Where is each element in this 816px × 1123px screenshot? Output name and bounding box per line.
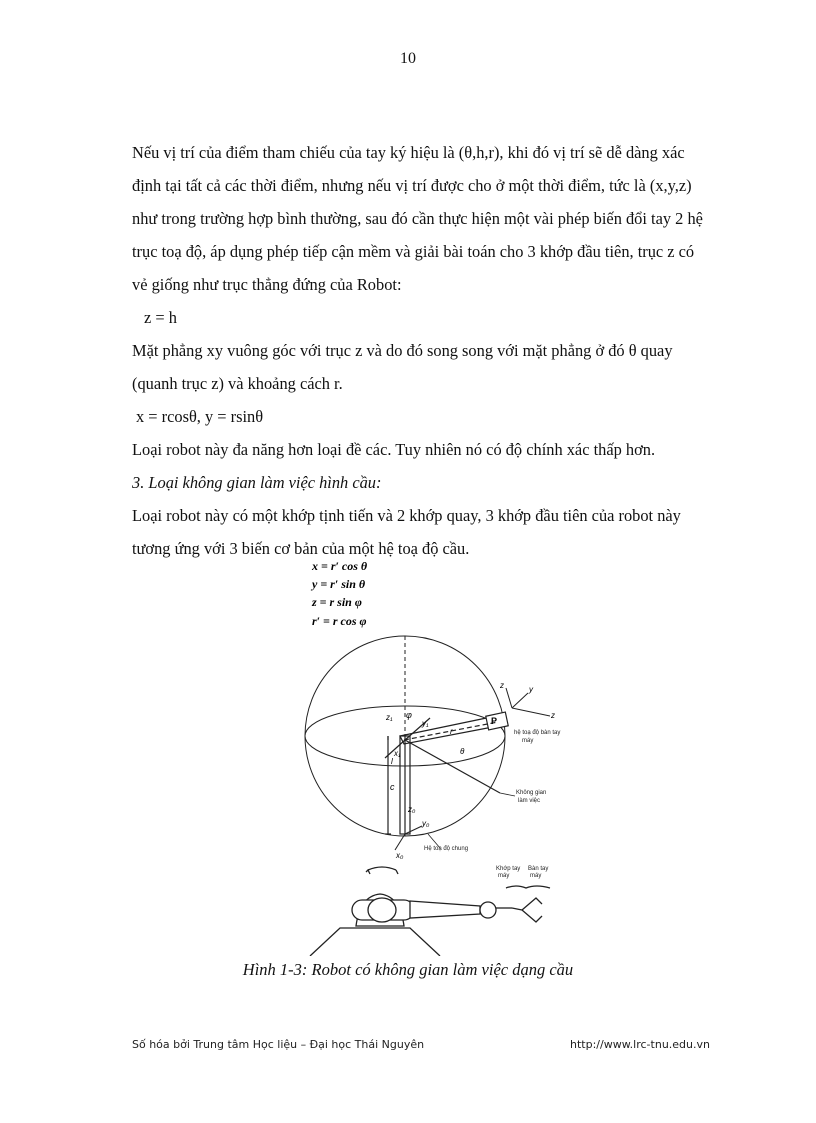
text-line: như trong trường hợp bình thường, sau đó cần thực hiện một vài phép biến đổi tay 2 hệ	[132, 209, 703, 228]
phi-label: φ	[406, 710, 412, 720]
robot-sketch	[310, 867, 550, 956]
axis-label: z₀	[408, 805, 416, 814]
axis-label: y	[529, 685, 533, 694]
workspace-label: làm việc	[518, 798, 541, 804]
figure-equation: r′ = r cos φ	[312, 614, 367, 628]
axis-label: z₁	[386, 713, 393, 722]
common-frame-label: Hệ toạ độ chung	[424, 846, 469, 852]
l-label: l	[391, 757, 393, 766]
theta-label: θ	[460, 747, 465, 756]
figure-equation: x = r′ cos θ	[312, 559, 368, 573]
section-heading: 3. Loại không gian làm việc hình cầu:	[132, 473, 382, 492]
figure-equation: z = r sin φ	[312, 595, 362, 609]
text-line: Nếu vị trí của điểm tham chiếu của tay ký hiệu là (θ,h,r), khi đó vị trí sẽ dễ dàng xác	[132, 143, 685, 162]
joint-label: Khớp tay	[496, 866, 521, 872]
spherical-robot-diagram	[300, 558, 576, 956]
joint-label: máy	[498, 873, 510, 879]
text-line: trục toạ độ, áp dụng phép tiếp cận mềm và giải bài toán cho 3 khớp đầu tiên, trục z có	[132, 242, 695, 261]
hand-frame-label: hệ toạ độ bàn tay	[514, 730, 561, 736]
page-number: 10	[400, 50, 416, 67]
c-label: c	[390, 782, 395, 792]
robot-figure	[300, 558, 576, 956]
footer-left: Số hóa bởi Trung tâm Học liệu – Đại học Thái Nguyên	[132, 1038, 425, 1051]
axis-label: y₀	[422, 819, 430, 828]
workspace-label: Không gian	[516, 790, 547, 796]
leader-lines	[428, 793, 515, 848]
text-line: Loại robot này có một khớp tịnh tiến và 2 khớp quay, 3 khớp đầu tiên của robot này	[132, 506, 681, 525]
text-line: Loại robot này đa năng hơn loại đề các. Tuy nhiên nó có độ chính xác thấp hơn.	[132, 440, 656, 459]
text-line: vẻ giống như trục thẳng đứng của Robot:	[132, 275, 402, 294]
hand-label: máy	[530, 873, 542, 879]
figure-caption: Hình 1-3: Robot có không gian làm việc dạng cầu	[242, 960, 574, 979]
r-label: r	[450, 727, 453, 736]
axis-label: y₁	[422, 719, 429, 728]
equation-z: z = h	[144, 308, 177, 327]
equation-xy: x = rcosθ, y = rsinθ	[136, 407, 264, 426]
text-line: tương ứng với 3 biến cơ bản của một hệ toạ độ cầu.	[132, 539, 470, 558]
hand-frame-label: máy	[522, 738, 534, 744]
body-text	[132, 136, 742, 565]
hand-label: Bàn tay	[528, 866, 549, 872]
figure-equation: y = r′ sin θ	[312, 577, 366, 591]
axis-label: x₀	[396, 851, 404, 860]
text-line: Mặt phẳng xy vuông góc với trục z và do đó song song với mặt phẳng ở đó θ quay	[132, 341, 673, 360]
hand-frame-axes	[506, 688, 550, 716]
point-p-label: P	[491, 716, 498, 726]
axis-label: z	[500, 681, 504, 690]
text-line: định tại tất cả các thời điểm, nhưng nếu vị trí được cho ở một thời điểm, tức là (x,y,z)	[132, 176, 692, 195]
axis-label: x₁	[394, 749, 401, 758]
footer-link[interactable]: http://www.lrc-tnu.edu.vn	[570, 1038, 710, 1051]
axis-label: z	[551, 711, 555, 720]
text-line: (quanh trục z) và khoảng cách r.	[132, 374, 343, 393]
base-axes	[395, 813, 422, 850]
